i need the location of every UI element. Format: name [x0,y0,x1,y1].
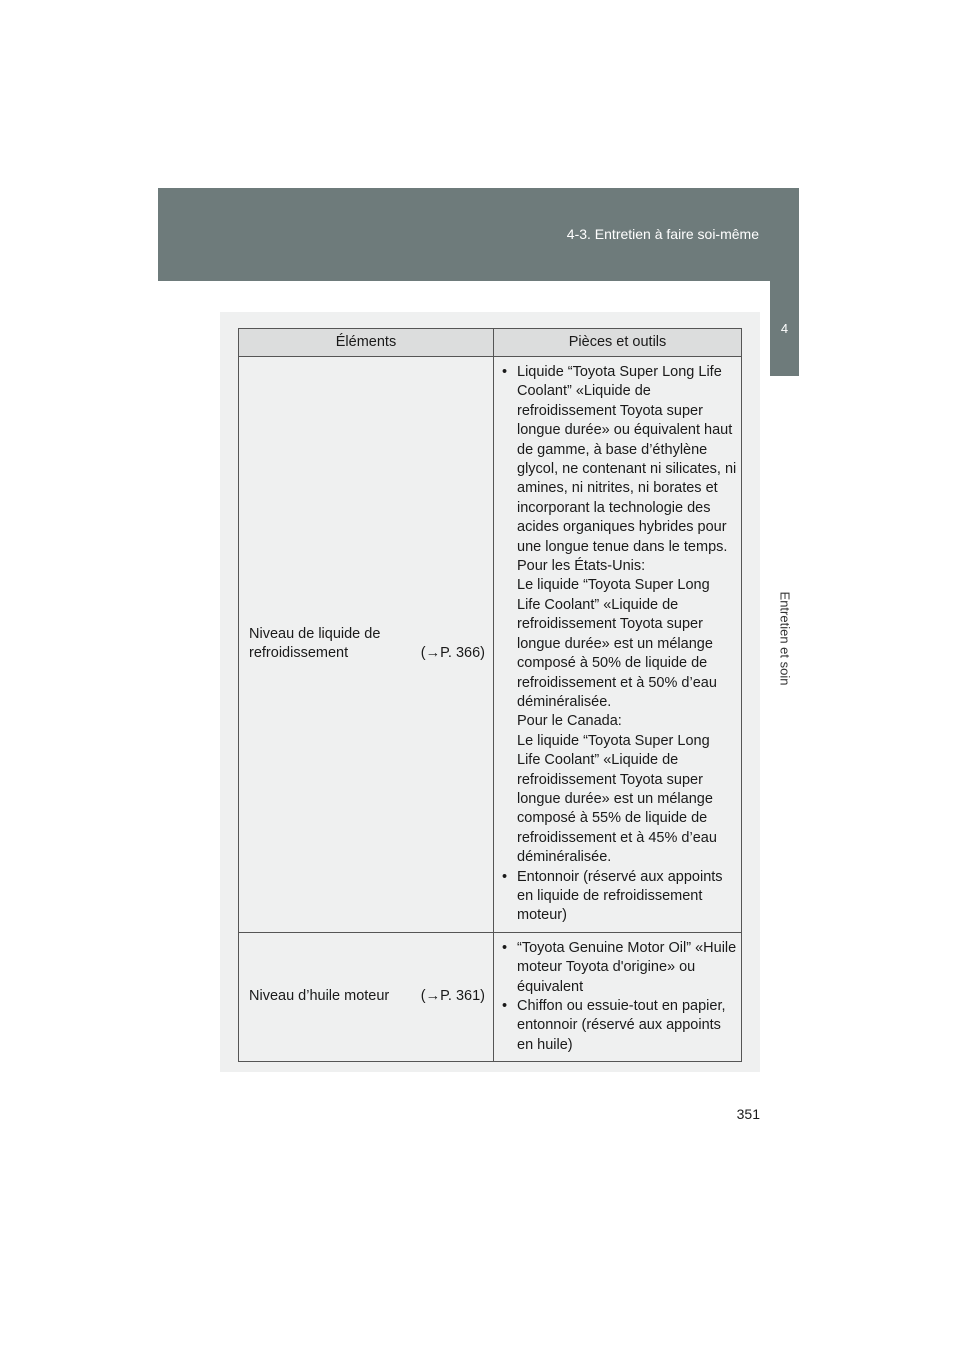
page-reference: (→P. 366) [420,645,485,662]
list-item [502,939,737,997]
element-name-line: refroidissement [249,645,349,662]
table-header-row [239,329,742,357]
column-header-elements: Éléments [239,329,494,357]
page-reference: (→P. 361) [420,988,485,1005]
part-text: Chiffon ou essuie-tout en papier, entonnoir (réservé aux appoints en huile) [517,998,726,1053]
sub-text: Le liquide “Toyota Super Long Life Coolant” «Liquide de refroidissement Toyota super longue durée» est un mélange composé à 55% de liquide de refroidissement et à 45% d’eau déminéralisée. [517,732,717,866]
bullet-icon: • [502,868,508,885]
element-name-line: Niveau de liquide de [249,625,381,642]
chapter-tab [770,281,799,376]
column-header-parts: Pièces et outils [494,329,742,357]
element-ref-row [249,987,485,1006]
sub-text: Pour le Canada: [517,713,622,730]
element-cell [239,932,494,1061]
list-item [502,363,737,868]
parts-cell [494,357,742,933]
maintenance-items-table [238,328,742,1062]
part-text: Liquide “Toyota Super Long Life Coolant” «Liquide de refroidissement Toyota super longue durée» ou équivalent haut de gamme, à base d’éthylène glycol, ne contenant ni silicates, ni amines, ni nitrites, ni borates et incorporant la technologie des acides organiques hybrides pour une longue tenue dans le temps. [517,364,737,555]
element-ref-row [249,644,485,663]
element-name-line: Niveau d’huile moteur [249,988,390,1005]
parts-list [502,363,737,926]
sub-text: Pour les États-Unis: [517,558,646,575]
bullet-icon: • [502,364,508,380]
table-row [239,357,742,933]
sub-text: Le liquide “Toyota Super Long Life Coolant” «Liquide de refroidissement Toyota super longue durée» est un mélange composé à 50% de liquide de refroidissement et à 50% d’eau déminéralisée. [517,577,717,710]
table-row [239,932,742,1061]
page-number: 351 [736,1106,760,1122]
part-text: Entonnoir (réservé aux appoints en liquide de refroidissement moteur) [517,868,723,924]
chapter-label: Entretien et soin [777,591,793,685]
list-item [502,868,737,926]
section-title: 4-3. Entretien à faire soi-même [566,226,759,242]
list-item [502,997,737,1055]
section-header [158,188,799,281]
bullet-icon: • [502,998,508,1014]
chapter-label-wrap [770,376,799,900]
chapter-number: 4 [780,321,789,336]
element-cell [239,357,494,933]
bullet-icon: • [502,939,508,956]
part-text: “Toyota Genuine Motor Oil” «Huile moteur Toyota d'origine» ou équivalent [517,939,737,995]
parts-cell [494,932,742,1061]
parts-list [502,939,737,1055]
